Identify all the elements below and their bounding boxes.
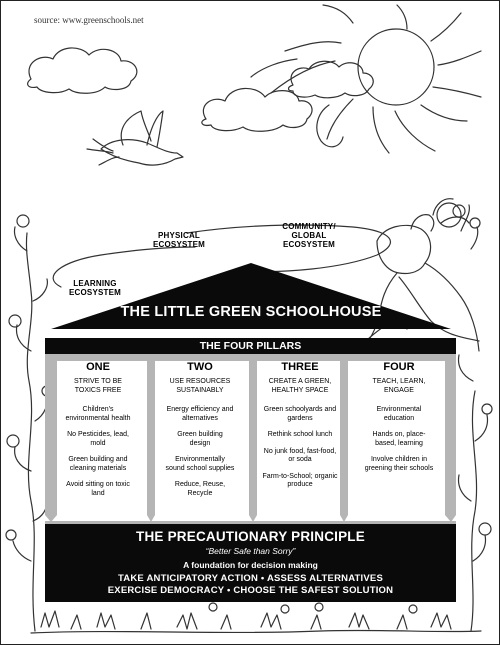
pillar-three xyxy=(249,361,351,521)
pillar-beam xyxy=(45,354,456,361)
base-description: A foundation for decision making xyxy=(183,560,318,570)
community-line-1: COMMUNITY/ xyxy=(282,222,336,231)
pillar-number: FOUR xyxy=(383,361,415,373)
pillar-item: Farm-to-School; organic produce xyxy=(262,472,338,488)
flower-right-2 xyxy=(482,404,492,414)
base-title: THE PRECAUTIONARY PRINCIPLE xyxy=(136,529,365,544)
base-principles-line-2: EXERCISE DEMOCRACY • CHOOSE THE SAFEST SOLUTION xyxy=(107,585,394,596)
pillar-item: Involve children in greening their schools xyxy=(364,456,434,472)
physical-ecosystem-label xyxy=(139,231,219,249)
pillar-heading-line-1: CREATE A GREEN, xyxy=(268,378,332,385)
sun-rays xyxy=(251,5,481,153)
ground-flower-4 xyxy=(409,605,417,613)
ground-flower-1 xyxy=(209,603,217,611)
flower-left-1 xyxy=(17,215,29,227)
flower-left-5 xyxy=(6,530,16,540)
ground-flower-3 xyxy=(315,603,323,611)
pillar-heading-line-2: ENGAGE xyxy=(384,386,414,394)
pillar-one xyxy=(47,361,149,521)
vine-left xyxy=(13,227,48,631)
source-credit: source: www.greenschools.net xyxy=(34,15,144,25)
roof-title: THE LITTLE GREEN SCHOOLHOUSE xyxy=(120,304,382,320)
pillar-two xyxy=(149,361,251,521)
learning-line-1: LEARNING xyxy=(73,279,117,288)
cloud-left xyxy=(28,48,137,93)
physical-line-1: PHYSICAL xyxy=(157,231,201,240)
pillar-heading xyxy=(55,378,141,395)
precautionary-principle-base xyxy=(45,524,456,602)
learning-line-2: ECOSYSTEM xyxy=(68,288,122,297)
pillar-items xyxy=(253,406,347,498)
bird xyxy=(87,111,183,165)
pillar-heading-line-2: SUSTAINABLY xyxy=(176,386,224,394)
pillar-heading-line-2: TOXICS FREE xyxy=(74,386,122,394)
base-subtitle: “Better Safe than Sorry” xyxy=(205,546,296,556)
flower-right-4 xyxy=(470,218,480,228)
flower-right-1 xyxy=(479,523,491,535)
pillar-item: Hands on, place-based, learning xyxy=(372,431,426,447)
pillar-heading-line-1: TEACH, LEARN, xyxy=(372,378,426,385)
learning-ecosystem-label xyxy=(59,279,131,297)
flower-right-3 xyxy=(453,205,465,217)
pillar-item: Green building design xyxy=(177,431,223,447)
pillar-item: Rethink school lunch xyxy=(267,431,333,438)
pillar-four xyxy=(348,361,450,521)
grass xyxy=(41,611,451,629)
pillar-item: Green schoolyards and gardens xyxy=(263,406,337,422)
pillar-item: Reduce, Reuse, Recycle xyxy=(174,481,226,497)
pillar-number: THREE xyxy=(281,361,319,373)
pillar-items xyxy=(153,406,247,506)
pillar-items xyxy=(51,406,145,506)
pillar-items xyxy=(352,406,446,481)
pillar-item: Children's environmental health xyxy=(65,406,131,422)
base-principles-line-1: TAKE ANTICIPATORY ACTION • ASSESS ALTERNATIVES xyxy=(118,573,383,584)
pillar-heading-line-2: HEALTHY SPACE xyxy=(271,386,329,394)
vine-right xyxy=(459,205,488,631)
pillar-heading-line-1: USE RESOURCES xyxy=(169,378,231,385)
ground-flower-2 xyxy=(281,605,289,613)
pillar-item: Energy efficiency and alternatives xyxy=(166,406,234,422)
flower-left-2 xyxy=(9,315,21,327)
physical-line-2: ECOSYSTEM xyxy=(152,240,206,249)
pillar-heading xyxy=(257,378,343,395)
magnifier-lens xyxy=(437,203,461,227)
sun xyxy=(358,29,434,105)
flower-left-4 xyxy=(7,435,19,447)
pillar-heading xyxy=(356,378,442,395)
pillar-item: Green building and cleaning materials xyxy=(68,456,128,472)
four-pillars-title: THE FOUR PILLARS xyxy=(45,338,456,354)
pillar-item: Environmentally sound school supplies xyxy=(165,456,235,472)
pillar-number: TWO xyxy=(187,361,213,373)
pillar-heading xyxy=(157,378,243,395)
ground-line xyxy=(31,630,481,633)
pillar-item: Avoid sitting on toxic land xyxy=(66,481,130,497)
pillar-item: Environmental education xyxy=(376,406,422,422)
community-ecosystem-label xyxy=(267,222,351,249)
pillar-heading-line-1: STRIVE TO BE xyxy=(74,378,122,385)
community-line-3: ECOSYSTEM xyxy=(282,240,336,249)
community-line-2: GLOBAL xyxy=(291,231,327,240)
sun-ray-curl xyxy=(317,105,343,147)
pillar-number: ONE xyxy=(86,361,110,373)
pillar-item: No Pesticides, lead, mold xyxy=(67,431,129,447)
pillar-item: No junk food, fast-food, or soda xyxy=(263,447,337,463)
